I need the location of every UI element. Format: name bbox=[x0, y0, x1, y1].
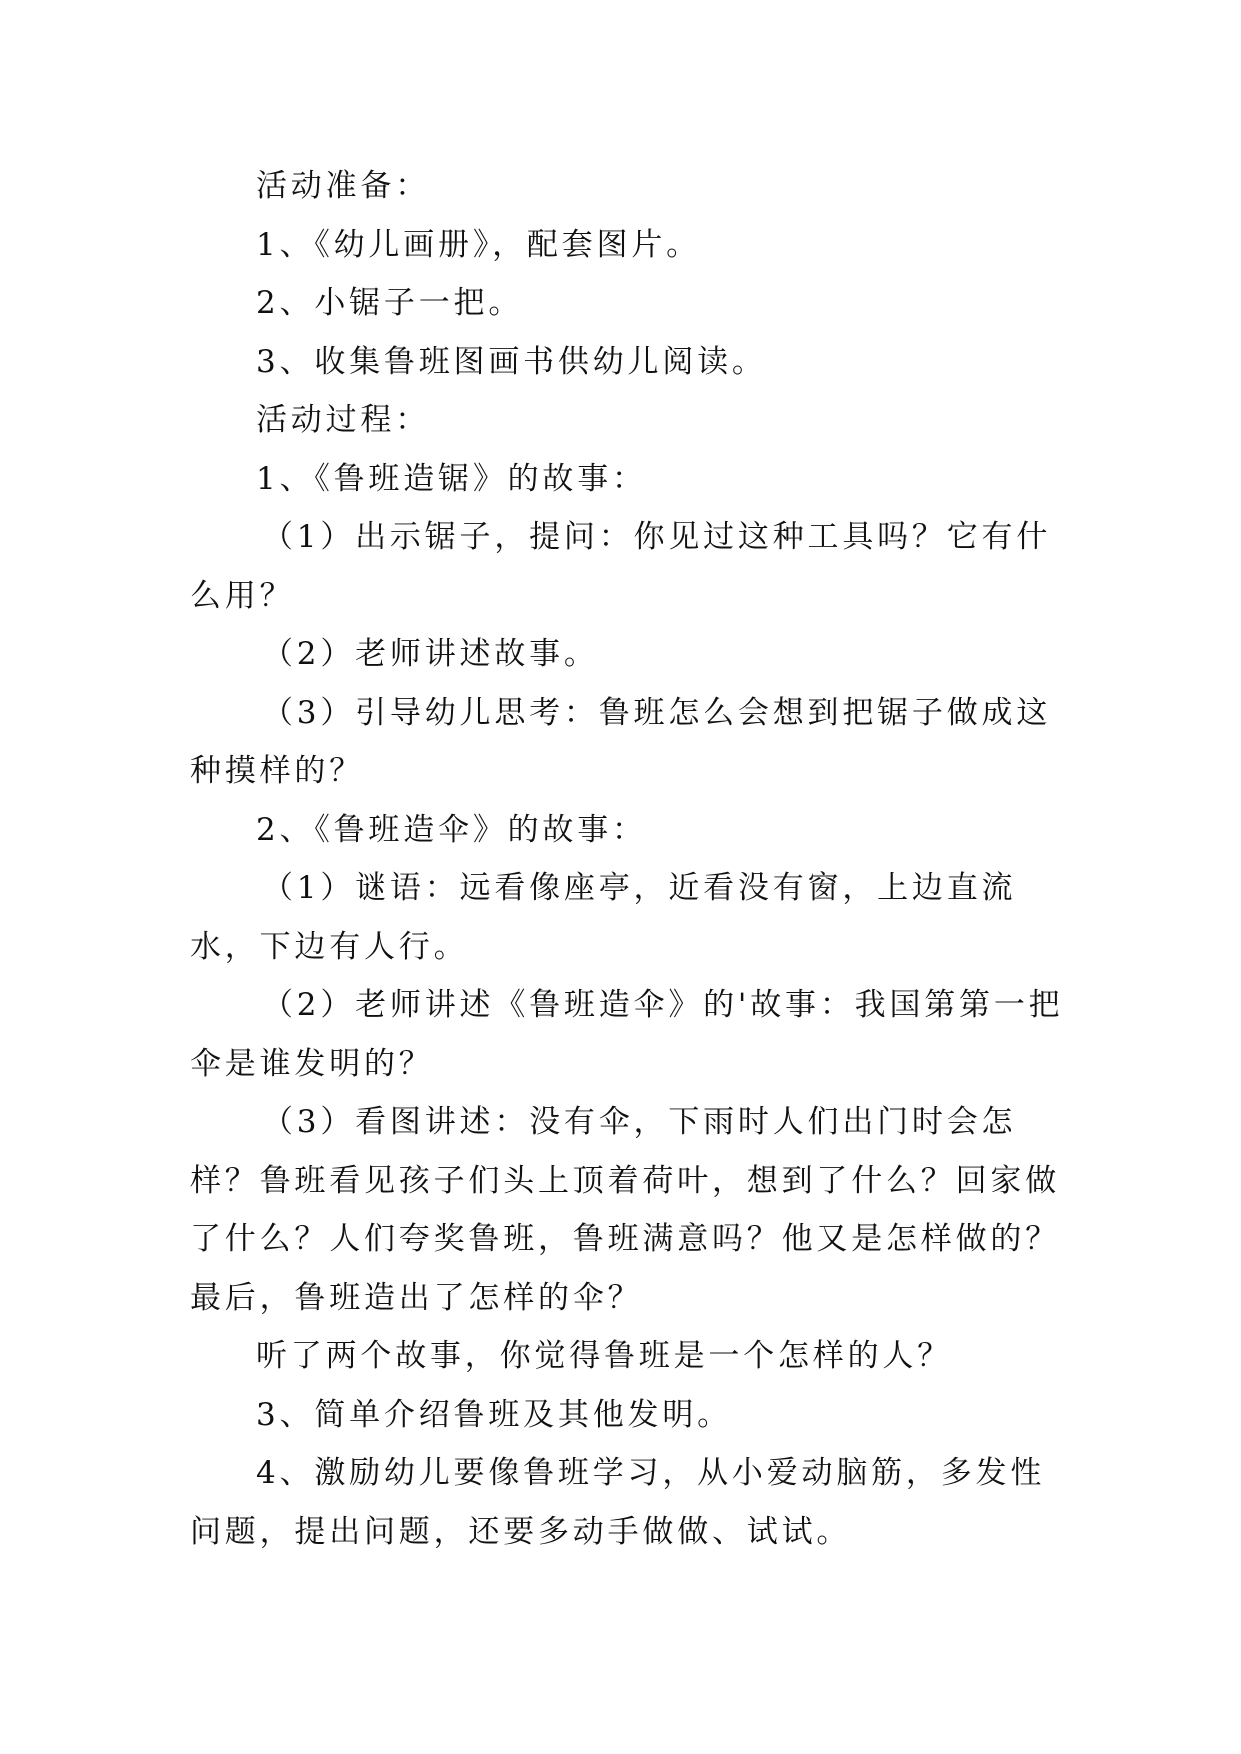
preparation-item-3: 3、收集鲁班图画书供幼儿阅读。 bbox=[256, 343, 767, 380]
process-step-3: 3、简单介绍鲁班及其他发明。 bbox=[256, 1396, 732, 1433]
process-step-2-sub-1: （1）谜语：远看像座亭，近看没有窗，上边直流水，下边有人行。 bbox=[190, 870, 1017, 965]
process-step-1-sub-3: （3）引导幼儿思考：鲁班怎么会想到把锯子做成这种摸样的？ bbox=[190, 694, 1052, 789]
process-step-2-sub-2: （2）老师讲述《鲁班造伞》的'故事：我国第第一把伞是谁发明的？ bbox=[190, 987, 1064, 1082]
process-step-1-sub-2: （2）老师讲述故事。 bbox=[262, 636, 599, 672]
process-step-2: 2、《鲁班造伞》的故事： bbox=[256, 811, 647, 848]
document-body bbox=[190, 157, 1070, 1561]
heading-activity-preparation: 活动准备： bbox=[256, 168, 430, 204]
process-step-4: 4、激励幼儿要像鲁班学习，从小爱动脑筋，多发性问题，提出问题，还要多动手做做、试试。 bbox=[190, 1455, 1046, 1550]
preparation-item-2: 2、小锯子一把。 bbox=[256, 285, 524, 321]
preparation-item-1: 1、《幼儿画册》，配套图片。 bbox=[256, 226, 701, 263]
process-step-2-sub-3: （3）看图讲述：没有伞，下雨时人们出门时会怎样？鲁班看见孩子们头上顶着荷叶，想到了什么？回家做了什么？人们夸奖鲁班，鲁班满意吗？他又是怎样做的？最后，鲁班造出了怎样的伞？ bbox=[190, 1104, 1060, 1316]
process-step-1: 1、《鲁班造锯》的故事： bbox=[256, 460, 647, 497]
process-step-1-sub-1: （1）出示锯子，提问：你见过这种工具吗？它有什么用？ bbox=[190, 519, 1052, 614]
reflection-question: 听了两个故事，你觉得鲁班是一个怎样的人？ bbox=[256, 1338, 952, 1374]
heading-activity-process: 活动过程： bbox=[256, 402, 430, 438]
